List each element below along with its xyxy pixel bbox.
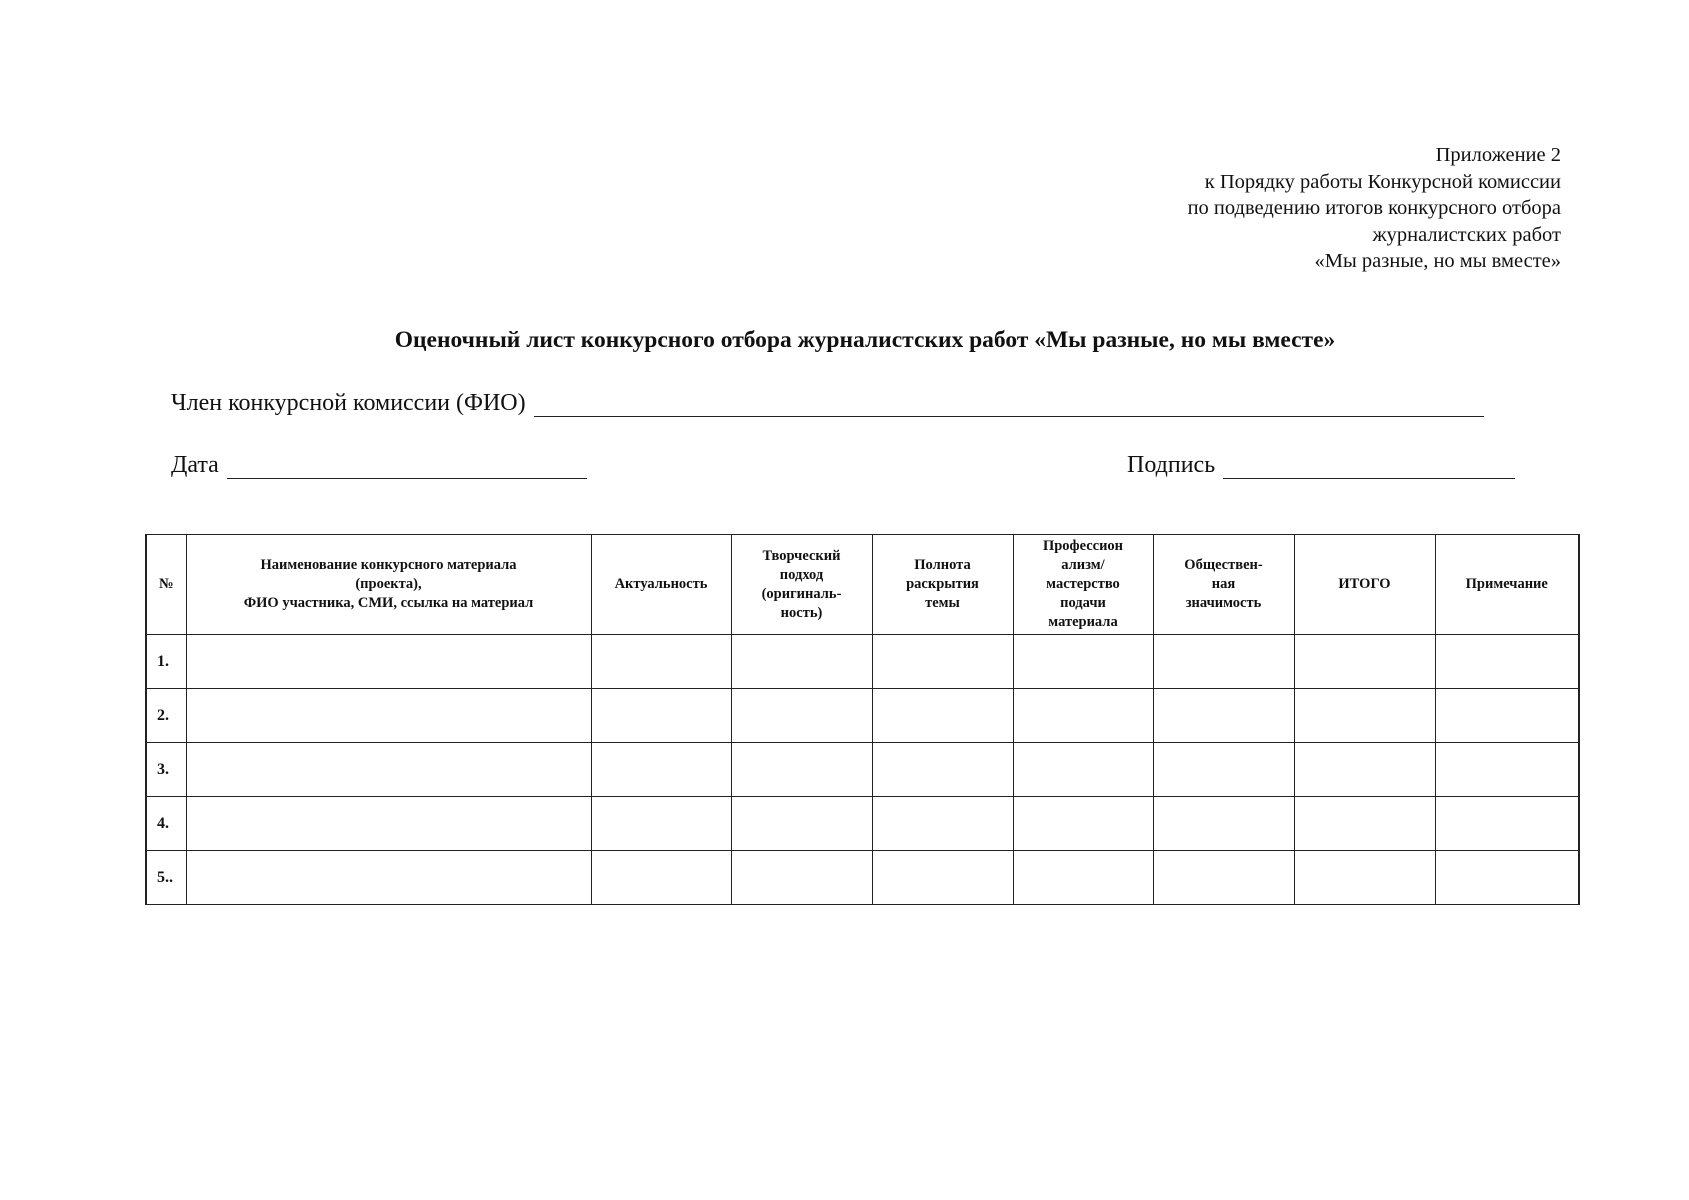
- table-cell[interactable]: [1153, 743, 1294, 797]
- date-label: Дата: [171, 452, 219, 478]
- row-number: 1.: [146, 635, 186, 689]
- table-cell[interactable]: [591, 743, 731, 797]
- table-cell[interactable]: [872, 743, 1013, 797]
- appendix-line: к Порядку работы Конкурсной комиссии: [1204, 170, 1561, 193]
- table-cell[interactable]: [1435, 689, 1579, 743]
- appendix-line: «Мы разные, но мы вместе»: [1314, 250, 1561, 272]
- table-cell[interactable]: [1153, 851, 1294, 905]
- table-cell[interactable]: [591, 797, 731, 851]
- table-cell[interactable]: [1435, 743, 1579, 797]
- table-cell[interactable]: [1294, 689, 1435, 743]
- table-cell[interactable]: [1013, 635, 1153, 689]
- header-text: подход: [779, 566, 824, 583]
- header-text: Наименование конкурсного материала: [260, 557, 517, 573]
- header-text: темы: [925, 595, 960, 611]
- table-cell[interactable]: [186, 743, 591, 797]
- member-label: Член конкурсной комиссии (ФИО): [171, 390, 526, 416]
- table-cell[interactable]: [1013, 851, 1153, 905]
- signature-input-line[interactable]: [1223, 456, 1515, 479]
- table-cell[interactable]: [1153, 797, 1294, 851]
- table-cell[interactable]: [1435, 797, 1579, 851]
- header-text: (проекта),: [355, 576, 422, 592]
- header-text: материала: [1048, 614, 1118, 630]
- table-cell[interactable]: [1294, 851, 1435, 905]
- table-cell[interactable]: [1294, 797, 1435, 851]
- table-cell[interactable]: [1435, 635, 1579, 689]
- table-cell[interactable]: [731, 743, 872, 797]
- table-cell[interactable]: [1013, 743, 1153, 797]
- row-number: 4.: [146, 797, 186, 851]
- table-row: [146, 743, 1579, 797]
- header-text: Профессион: [1042, 538, 1124, 554]
- appendix-header: [1188, 142, 1561, 275]
- header-text: мастерство: [1046, 576, 1120, 592]
- table-cell[interactable]: [872, 797, 1013, 851]
- table-cell[interactable]: [731, 851, 872, 905]
- header-text: Актуальность: [614, 576, 708, 592]
- header-text: ФИО участника, СМИ, ссылка на материал: [243, 595, 534, 611]
- member-input-line[interactable]: [534, 394, 1484, 417]
- date-field: [171, 452, 587, 479]
- appendix-line: по подведению итогов конкурсного отбора: [1187, 197, 1561, 219]
- header-note: [1435, 535, 1579, 635]
- evaluation-table: [145, 534, 1580, 905]
- header-text: ИТОГО: [1338, 576, 1391, 592]
- header-text: ная: [1211, 576, 1236, 592]
- table-cell[interactable]: [186, 851, 591, 905]
- table-cell[interactable]: [1294, 635, 1435, 689]
- table-row: [146, 797, 1579, 851]
- header-text: Полнота: [914, 557, 971, 573]
- table-cell[interactable]: [591, 851, 731, 905]
- appendix-line: журналистских работ: [1372, 223, 1561, 246]
- header-text: №: [158, 576, 174, 592]
- table-cell[interactable]: [731, 689, 872, 743]
- table-row: [146, 635, 1579, 689]
- table-cell[interactable]: [1435, 851, 1579, 905]
- header-text: Обществен-: [1184, 557, 1263, 573]
- table-cell[interactable]: [872, 635, 1013, 689]
- header-material-name: [186, 535, 591, 635]
- row-number: 2.: [146, 689, 186, 743]
- date-input-line[interactable]: [227, 456, 587, 479]
- member-field: [171, 390, 1484, 417]
- table-cell[interactable]: [186, 797, 591, 851]
- table-cell[interactable]: [731, 635, 872, 689]
- table-cell[interactable]: [591, 635, 731, 689]
- table-cell[interactable]: [1294, 743, 1435, 797]
- table-cell[interactable]: [872, 851, 1013, 905]
- table-cell[interactable]: [1153, 689, 1294, 743]
- header-text: Творческий: [762, 547, 841, 564]
- table-cell[interactable]: [591, 689, 731, 743]
- header-creative-approach: [731, 535, 872, 635]
- header-social-significance: [1153, 535, 1294, 635]
- table-cell[interactable]: [1153, 635, 1294, 689]
- appendix-line: Приложение 2: [1435, 144, 1561, 166]
- table-cell[interactable]: [731, 797, 872, 851]
- header-total: [1294, 535, 1435, 635]
- document-title: Оценочный лист конкурсного отбора журналистских работ «Мы разные, но мы вместе»: [394, 327, 1336, 353]
- row-number: 3.: [146, 743, 186, 797]
- header-text: ность): [780, 604, 823, 621]
- table-cell[interactable]: [1013, 689, 1153, 743]
- header-text: раскрытия: [906, 576, 979, 592]
- table-cell[interactable]: [186, 635, 591, 689]
- table-row: [146, 851, 1579, 905]
- header-professionalism: [1013, 535, 1153, 635]
- header-topic-coverage: [872, 535, 1013, 635]
- header-text: Примечание: [1465, 576, 1548, 592]
- header-text: значимость: [1185, 595, 1262, 611]
- row-number: 5..: [146, 851, 186, 905]
- signature-label: Подпись: [1127, 452, 1216, 478]
- header-text: ализм/: [1061, 557, 1105, 573]
- table-header-row: [146, 535, 1579, 635]
- table-cell[interactable]: [186, 689, 591, 743]
- signature-field: [1127, 452, 1515, 479]
- header-number: [146, 535, 186, 635]
- table-cell[interactable]: [1013, 797, 1153, 851]
- header-relevance: [591, 535, 731, 635]
- table-row: [146, 689, 1579, 743]
- table-cell[interactable]: [872, 689, 1013, 743]
- header-text: подачи: [1060, 595, 1106, 611]
- header-text: (оригиналь-: [761, 585, 842, 602]
